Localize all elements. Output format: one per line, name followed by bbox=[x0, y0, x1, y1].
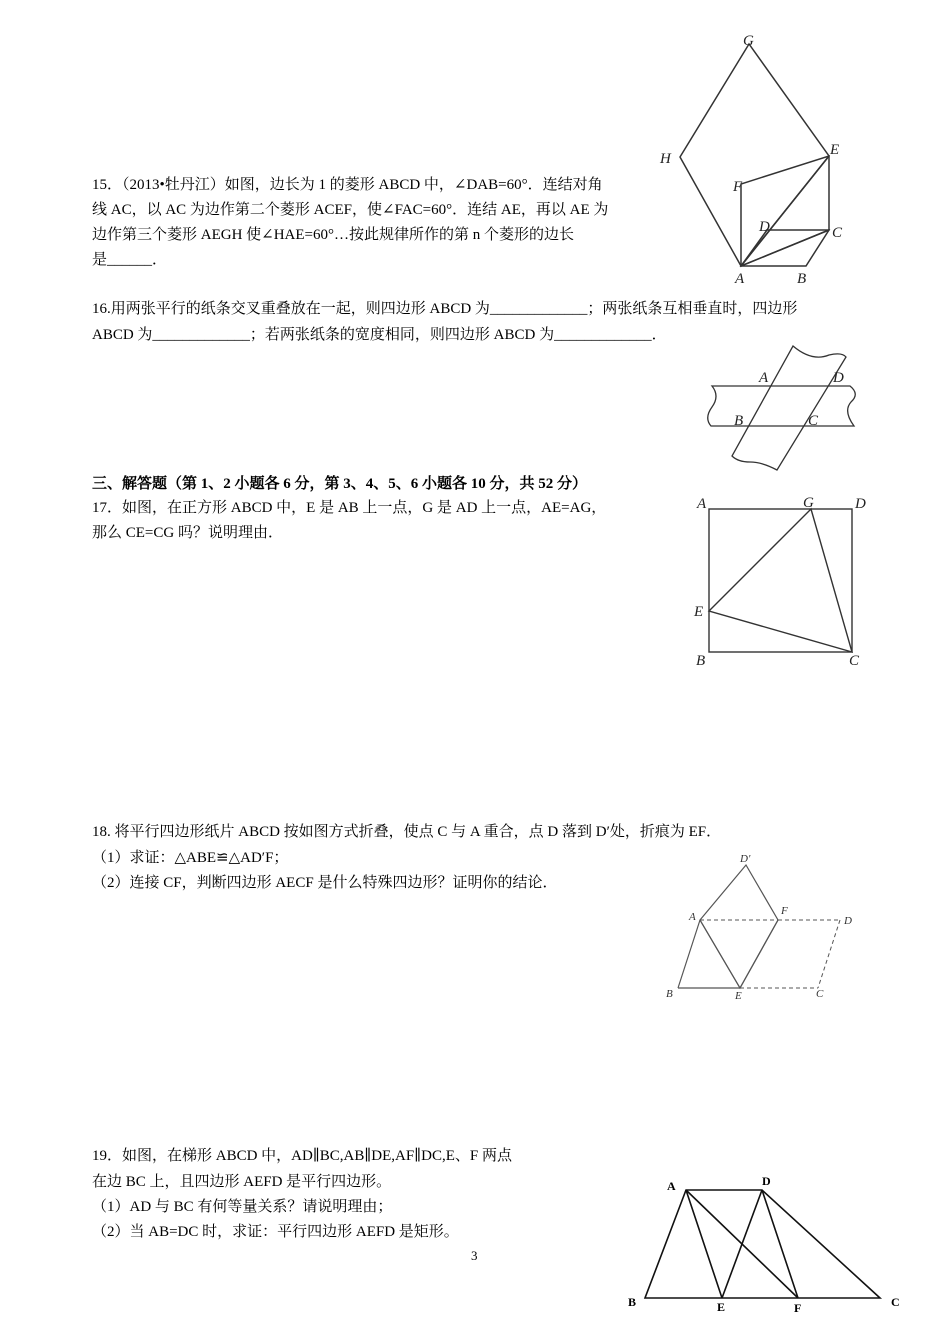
q15-line4: 是______． bbox=[92, 252, 168, 268]
q19-label-b: B bbox=[628, 1295, 637, 1309]
q17-label-a: A bbox=[697, 496, 707, 512]
dashed-dc bbox=[818, 920, 840, 988]
q18-label-c: C bbox=[816, 988, 824, 1000]
q19-line2: 在边 BC 上，且四边形 AEFD 是平行四边形。 bbox=[92, 1174, 392, 1190]
q18-label-f: F bbox=[781, 905, 788, 917]
q19-label-d: D bbox=[762, 1174, 771, 1188]
q18-line2: （1）求证：△ABE≌△AD′F； bbox=[92, 850, 289, 866]
q17-label-c: C bbox=[849, 653, 860, 669]
q17-label-e: E bbox=[694, 604, 704, 620]
q18-line3: （2）连接 CF，判断四边形 AECF 是什么特殊四边形？证明你的结论． bbox=[92, 875, 558, 891]
rhombus-aegh bbox=[680, 44, 829, 266]
q15-label-a: A bbox=[735, 271, 745, 287]
q16-paper-strips-figure bbox=[705, 342, 865, 477]
q18-line1: 18. 将平行四边形纸片 ABCD 按如图方式折叠，使点 C 与 A 重合，点 D 落到 D′处，折痕为 EF． bbox=[92, 824, 722, 840]
q16-label-d: D bbox=[833, 370, 844, 386]
q15-line1: 15．（2013•牡丹江）如图，边长为 1 的菱形 ABCD 中，∠DAB=60°．连结对角 bbox=[92, 177, 603, 193]
slanted-strip bbox=[732, 346, 846, 470]
segment-af bbox=[686, 1190, 798, 1298]
q16-line1: 16.用两张平行的纸条交叉重叠放在一起，则四边形 ABCD 为_____________；两张纸条互相垂直时，四边形 bbox=[92, 301, 798, 317]
q17-line2: 那么 CE=CG 吗？说明理由． bbox=[92, 525, 283, 541]
trapezoid-abcd bbox=[645, 1190, 880, 1298]
q15-label-b: B bbox=[797, 271, 807, 287]
crease-ef bbox=[740, 920, 778, 988]
q15-label-c: C bbox=[832, 225, 843, 241]
q19-label-c: C bbox=[891, 1295, 900, 1309]
square-abcd bbox=[709, 509, 852, 652]
q15-rhombus-figure bbox=[655, 28, 885, 288]
q19-line4: （2）当 AB=DC 时，求证：平行四边形 AEFD 是矩形。 bbox=[92, 1224, 459, 1240]
q17-label-d: D bbox=[855, 496, 866, 512]
fold-ae bbox=[700, 920, 740, 988]
q18-label-d: D bbox=[844, 915, 852, 927]
q16-label-a: A bbox=[759, 370, 769, 386]
q15-label-h: H bbox=[660, 151, 671, 167]
q16-line2: ABCD 为_____________；若两张纸条的宽度相同，则四边形 ABCD 为_____________． bbox=[92, 327, 667, 343]
q17-label-g: G bbox=[803, 495, 814, 511]
folded-part-aefd bbox=[700, 865, 778, 988]
q19-line3: （1）AD 与 BC 有何等量关系？请说明理由； bbox=[92, 1199, 393, 1215]
q15-line2: 线 AC，以 AC 为边作第二个菱形 ACEF，使∠FAC=60°．连结 AE，再以 AE 为 bbox=[92, 202, 609, 218]
q16-label-c: C bbox=[808, 413, 819, 429]
q17-label-b: B bbox=[696, 653, 706, 669]
q18-label-e: E bbox=[735, 990, 742, 1002]
q18-label-b: B bbox=[666, 988, 673, 1000]
q15-label-f: F bbox=[733, 179, 743, 195]
q15-label-e: E bbox=[830, 142, 840, 158]
q15-label-d: D bbox=[759, 219, 770, 235]
q18-label-dprime: D' bbox=[740, 853, 751, 865]
q19-line1: 19．如图，在梯形 ABCD 中，AD∥BC,AB∥DE,AF∥DC,E、F 两点 bbox=[92, 1148, 512, 1164]
page-number: 3 bbox=[471, 1248, 478, 1263]
q18-label-a: A bbox=[689, 911, 696, 923]
q18-fold-figure bbox=[662, 852, 862, 1007]
q19-label-e: E bbox=[717, 1300, 726, 1314]
q16-label-b: B bbox=[734, 413, 744, 429]
q19-trapezoid-figure bbox=[620, 1170, 910, 1320]
section-3-heading: 三、解答题（第 1、2 小题各 6 分，第 3、4、5、6 小题各 10 分，共 52 分） bbox=[92, 476, 588, 492]
q15-label-g: G bbox=[743, 33, 754, 49]
q17-square-figure bbox=[690, 490, 870, 675]
q15-line3: 边作第三个菱形 AEGH 使∠HAE=60°…按此规律所作的第 n 个菱形的边长 bbox=[92, 227, 575, 243]
edge-ab bbox=[678, 920, 700, 988]
segment-ae bbox=[686, 1190, 722, 1298]
horizontal-strip bbox=[708, 386, 856, 426]
q19-label-a: A bbox=[667, 1179, 676, 1193]
q17-line1: 17．如图，在正方形 ABCD 中，E 是 AB 上一点，G 是 AD 上一点，AE=AG， bbox=[92, 500, 607, 516]
q19-label-f: F bbox=[794, 1301, 802, 1315]
triangle-egc bbox=[709, 509, 852, 652]
